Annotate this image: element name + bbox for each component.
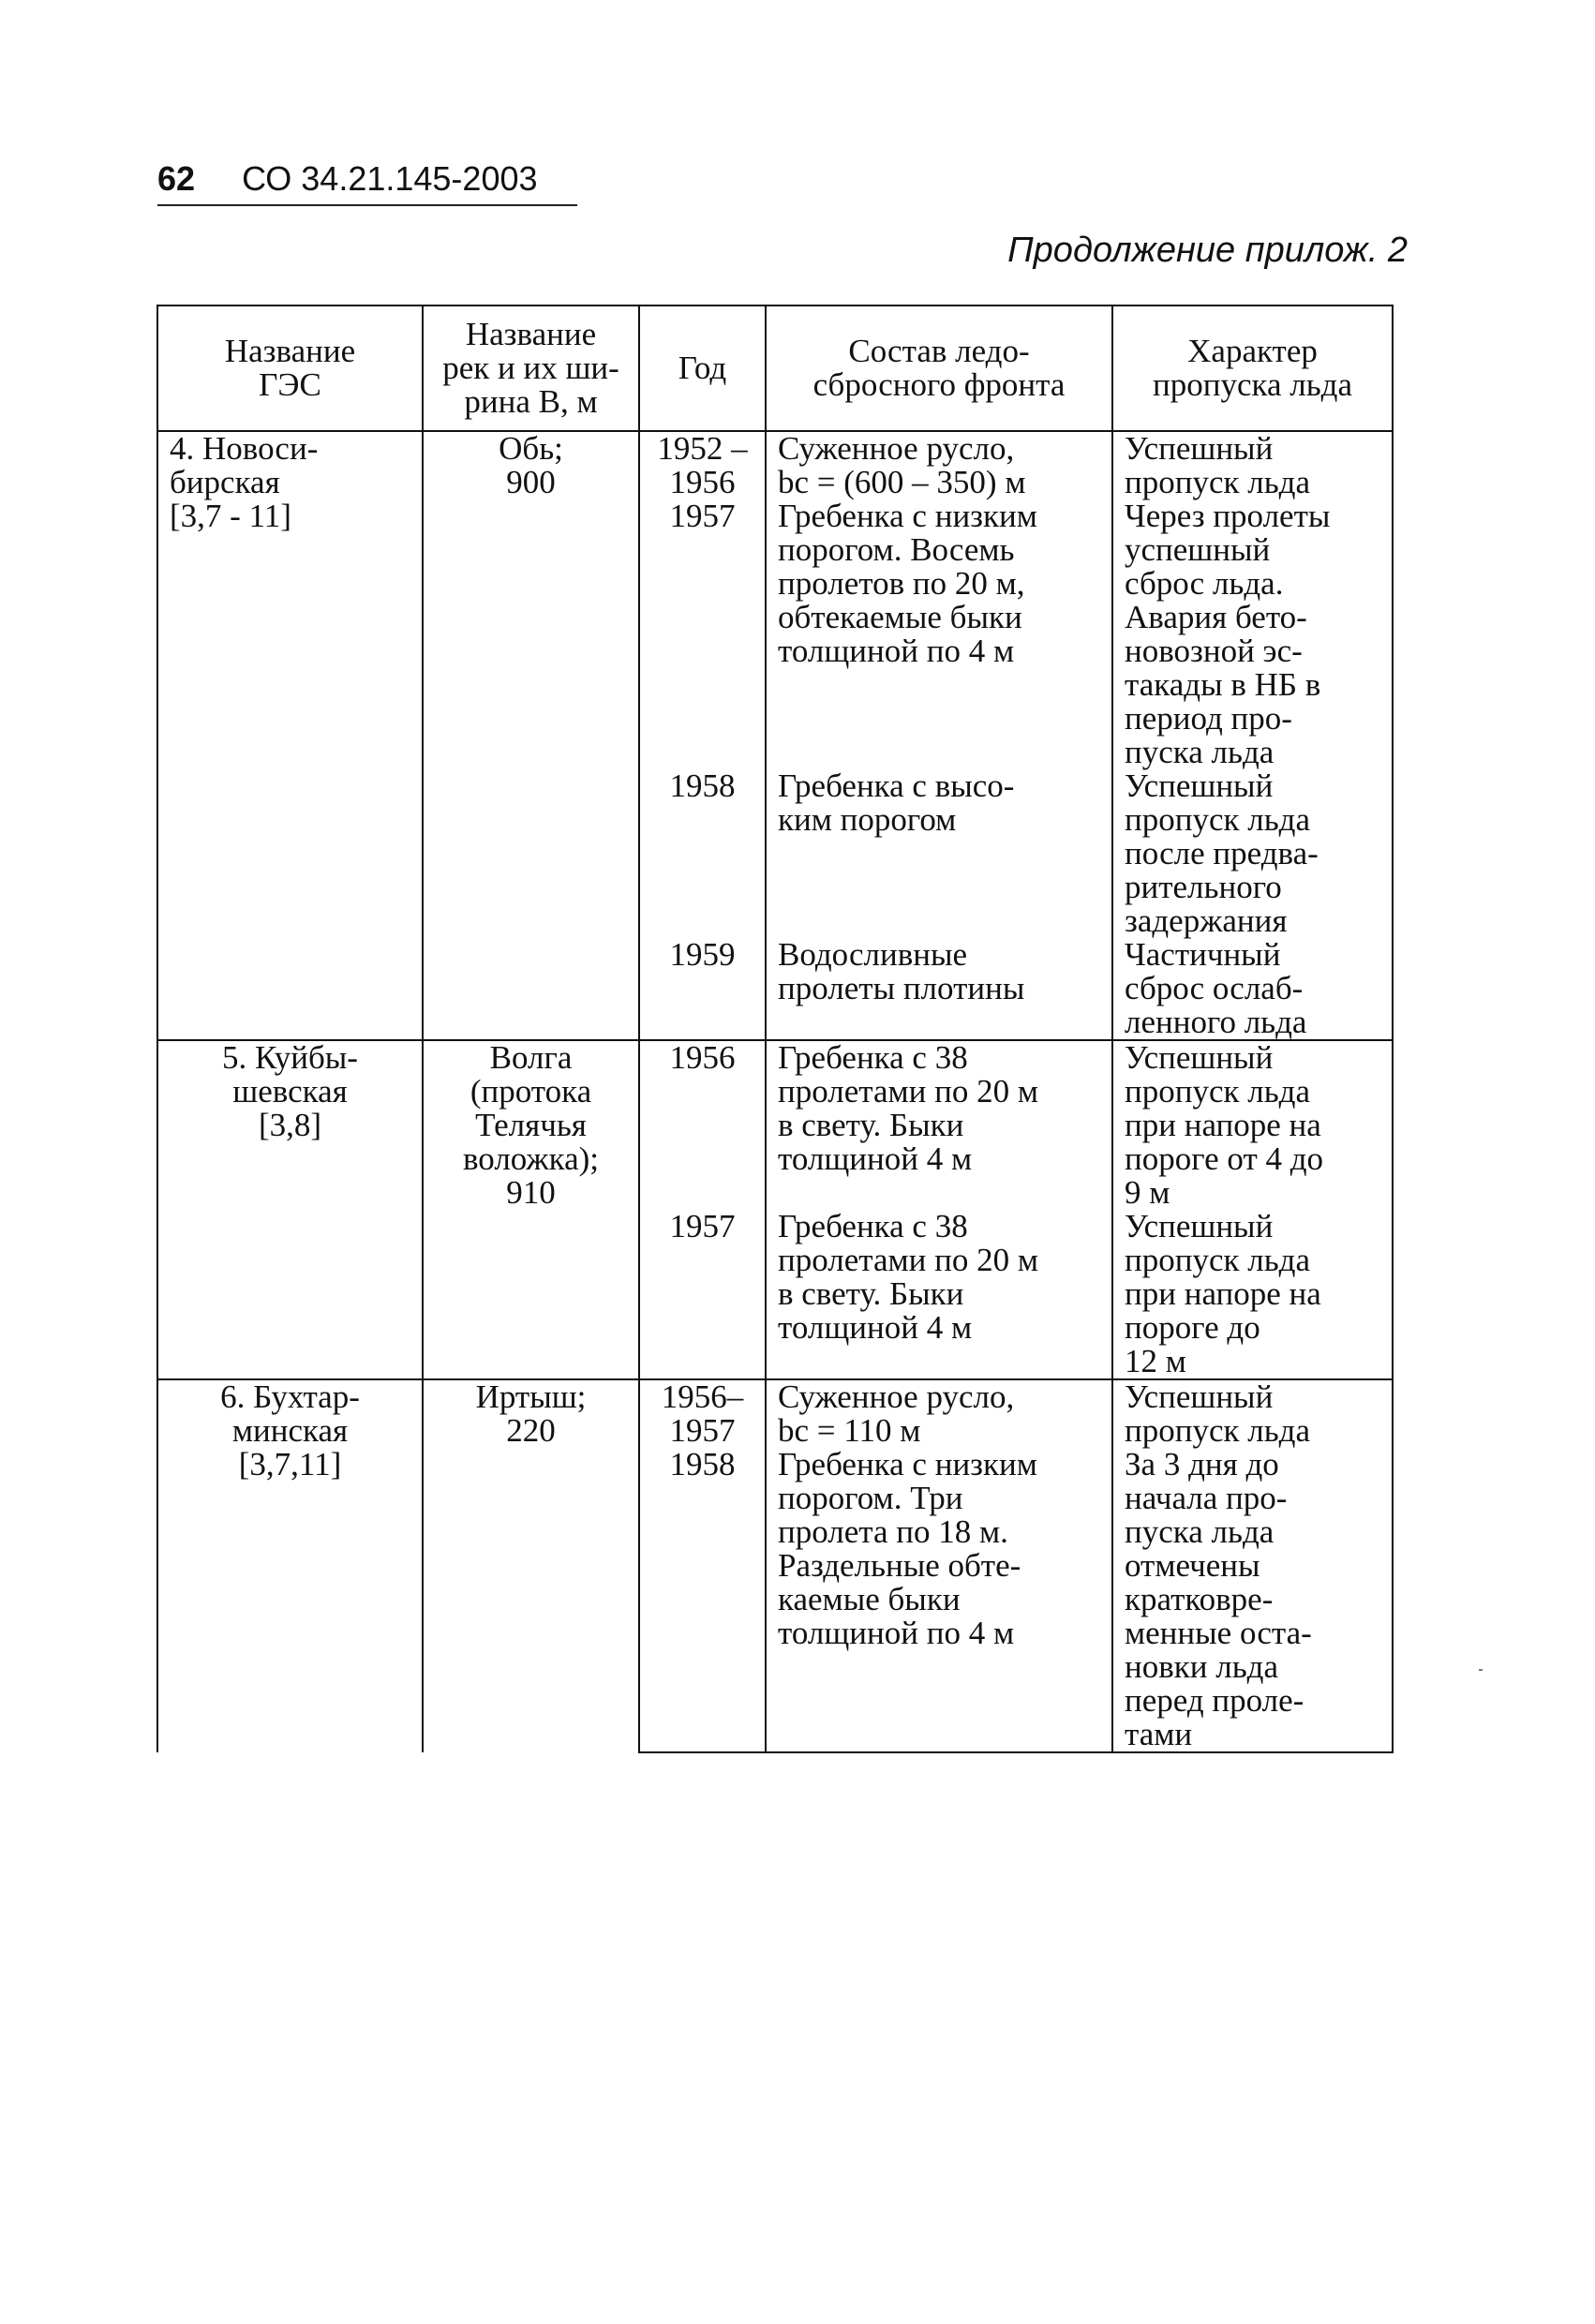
year-cell: 1958 <box>639 769 766 938</box>
column-header-river: Название рек и их ши- рина B, м <box>423 305 639 431</box>
character-cell: За 3 дня до начала про- пуска льда отмечены кратковре- менные оста- новки льда перед проле- тами <box>1112 1448 1393 1752</box>
character-cell: Частичный сброс ослаб- ленного льда <box>1112 938 1393 1040</box>
continuation-label: Продолжение прилож. 2 <box>1007 231 1408 270</box>
page-header <box>157 159 538 199</box>
year-cell: 1959 <box>639 938 766 1040</box>
page-number: 62 <box>157 159 196 198</box>
front-cell: Гребенка с 38 пролетами по 20 м в свету. Быки толщиной 4 м <box>766 1210 1112 1379</box>
year-cell: 1956 <box>639 1040 766 1210</box>
column-header-character: Характер пропуска льда <box>1112 305 1393 431</box>
column-header-front: Состав ледо- сбросного фронта <box>766 305 1112 431</box>
year-cell: 1957 <box>639 1210 766 1379</box>
station-name-cell: 4. Новоси- бирская [3,7 - 11] <box>157 431 423 1040</box>
year-cell: 1958 <box>639 1448 766 1752</box>
river-cell: Иртыш; 220 <box>423 1379 639 1752</box>
character-cell: Успешный пропуск льда при напоре на пороге от 4 до 9 м <box>1112 1040 1393 1210</box>
table-row <box>157 431 1393 499</box>
character-cell: Успешный пропуск льда <box>1112 431 1393 499</box>
character-cell: Успешный пропуск льда после предва- рительного задержания <box>1112 769 1393 938</box>
header-rule <box>157 204 577 206</box>
ice-passage-table <box>157 305 1394 1753</box>
station-name-cell: 5. Куйбы- шевская [3,8] <box>157 1040 423 1379</box>
river-cell: Обь; 900 <box>423 431 639 1040</box>
column-header-year: Год <box>639 305 766 431</box>
front-cell: Суженное русло, bc = 110 м <box>766 1379 1112 1448</box>
front-cell: Гребенка с высо- ким порогом <box>766 769 1112 938</box>
character-cell: Через пролеты успешный сброс льда. Авария бето- новозной эс- такады в НБ в период про- пуска льда <box>1112 499 1393 769</box>
year-cell: 1957 <box>639 499 766 769</box>
year-cell: 1952 – 1956 <box>639 431 766 499</box>
front-cell: Водосливные пролеты плотины <box>766 938 1112 1040</box>
document-code: СО 34.21.145-2003 <box>242 159 538 198</box>
front-cell: Гребенка с 38 пролетами по 20 м в свету. Быки толщиной 4 м <box>766 1040 1112 1210</box>
front-cell: Гребенка с низким порогом. Восемь пролетов по 20 м, обтекаемые быки толщиной по 4 м <box>766 499 1112 769</box>
table-row <box>157 1040 1393 1210</box>
character-cell: Успешный пропуск льда при напоре на пороге до 12 м <box>1112 1210 1393 1379</box>
front-cell: Суженное русло, bc = (600 – 350) м <box>766 431 1112 499</box>
year-cell: 1956– 1957 <box>639 1379 766 1448</box>
character-cell: Успешный пропуск льда <box>1112 1379 1393 1448</box>
river-cell: Волга (протока Телячья воложка); 910 <box>423 1040 639 1379</box>
station-name-cell: 6. Бухтар- минская [3,7,11] <box>157 1379 423 1752</box>
scan-mark <box>1479 1669 1483 1671</box>
table-row <box>157 1379 1393 1448</box>
table-header-row <box>157 305 1393 431</box>
column-header-station: Название ГЭС <box>157 305 423 431</box>
front-cell: Гребенка с низким порогом. Три пролета по 18 м. Раздельные обте- каемые быки толщиной по 4 м <box>766 1448 1112 1752</box>
